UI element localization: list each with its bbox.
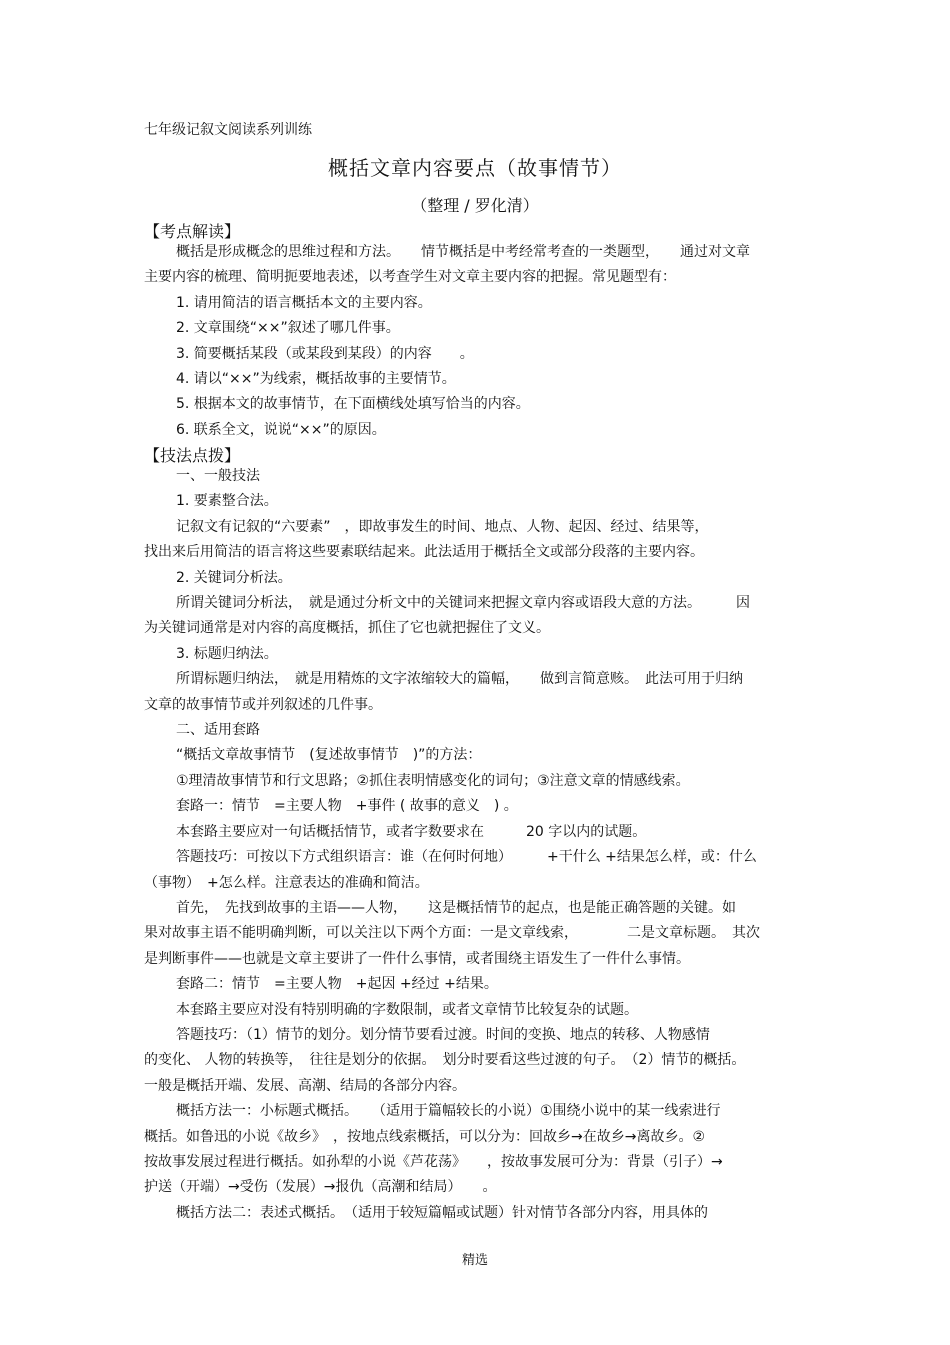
paragraph-line: 一、一般技法	[176, 468, 260, 484]
list-item: 3. 简要概括某段（或某段到某段）的内容 。	[176, 345, 474, 362]
list-item: 6. 联系全文，说说“××”的原因。	[176, 421, 386, 438]
paragraph-line: 首先， 先找到故事的主语——人物， 这是概括情节的起点，也是能正确答题的关键。如	[176, 899, 736, 916]
paragraph-line: ①理清故事情节和行文思路；②抓住表明情感变化的词句；③注意文章的情感线索。	[176, 772, 690, 789]
paragraph-line: 的变化、 人物的转换等， 往往是划分的依据。 划分时要看这些过渡的句子。 （2）情节的概括。	[144, 1052, 746, 1069]
paragraph-line: 答题技巧：（1）情节的划分。划分情节要看过渡。时间的变换、地点的转移、人物感情	[176, 1026, 710, 1043]
paragraph-line: 找出来后用简洁的语言将这些要素联结起来。此法适用于概括全文或部分段落的主要内容。	[144, 544, 704, 561]
section-heading-jifa: 【技法点拨】	[144, 446, 241, 465]
list-item: 4. 请以“××”为线索，概括故事的主要情节。	[176, 371, 456, 388]
paragraph-line: 答题技巧：可按以下方式组织语言：谁（在何时何地） +干什么 +结果怎么样，或：什么	[176, 849, 757, 866]
paragraph-line: 套路一：情节 =主要人物 +事件 ( 故事的意义 ) 。	[176, 798, 518, 815]
section-body-kaodian	[144, 240, 806, 443]
paragraph-line: 概括。如鲁迅的小说《故乡》 ，按地点线索概括，可以分为：回故乡→在故乡→离故乡。②	[144, 1128, 706, 1145]
series-label: 七年级记叙文阅读系列训练	[144, 122, 312, 138]
paragraph-line: 按故事发展过程进行概括。如孙犁的小说《芦花荡》 ，按故事发展可分为：背景（引子）→	[144, 1153, 723, 1170]
paragraph-line: 一般是概括开端、发展、高潮、结局的各部分内容。	[144, 1077, 466, 1094]
section-heading-kaodian: 【考点解读】	[144, 222, 241, 241]
paragraph-line: 概括方法一：小标题式概括。 （适用于篇幅较长的小说）①围绕小说中的某一线索进行	[176, 1103, 721, 1120]
page-footer: 精选	[461, 1253, 488, 1268]
paragraph-line: 主要内容的梳理、简明扼要地表述，以考查学生对文章主要内容的把握。常见题型有：	[144, 269, 676, 286]
page-title: 概括文章内容要点（故事情节）	[328, 156, 622, 180]
paragraph-line: “概括文章故事情节 (复述故事情节 )”的方法：	[176, 747, 482, 764]
paragraph-line: 果对故事主语不能明确判断，可以关注以下两个方面：一是文章线索， 二是文章标题。 其次	[144, 925, 760, 942]
list-item: 5. 根据本文的故事情节，在下面横线处填写恰当的内容。	[176, 396, 530, 413]
paragraph-line: 所谓标题归纳法， 就是用精炼的文字浓缩较大的篇幅， 做到言简意赅。 此法可用于归纳	[176, 671, 743, 688]
paragraph-line: 二、适用套路	[176, 722, 260, 739]
list-item: 1. 请用简洁的语言概括本文的主要内容。	[176, 294, 432, 311]
paragraph-line: 为关键词通常是对内容的高度概括，抓住了它也就把握住了文义。	[144, 620, 550, 637]
paragraph-line: 文章的故事情节或并列叙述的几件事。	[144, 696, 382, 713]
paragraph-line: 记叙文有记叙的“六要素” ，即故事发生的时间、地点、人物、起因、经过、结果等，	[176, 518, 709, 535]
paragraph-line: 1. 要素整合法。	[176, 493, 278, 510]
page-subtitle: （整理 / 罗化清）	[411, 196, 539, 215]
paragraph-line: 2. 关键词分析法。	[176, 569, 292, 586]
paragraph-line: 本套路主要应对一句话概括情节，或者字数要求在 20 字以内的试题。	[176, 823, 647, 840]
paragraph-line: 3. 标题归纳法。	[176, 645, 278, 662]
paragraph-line: 是判断事件——也就是文章主要讲了一件什么事情，或者围绕主语发生了一件什么事情。	[144, 950, 690, 967]
paragraph-line: 所谓关键词分析法， 就是通过分析文中的关键词来把握文章内容或语段大意的方法。 因	[176, 595, 750, 612]
paragraph-line: 护送（开端）→受伤（发展）→报仇（高潮和结局） 。	[144, 1179, 497, 1196]
list-item: 2. 文章围绕“××”叙述了哪几件事。	[176, 320, 400, 337]
paragraph-line: 概括方法二：表述式概括。 （适用于较短篇幅或试题）针对情节各部分内容，用具体的	[176, 1204, 708, 1221]
paragraph-line: （事物） +怎么样。注意表达的准确和简洁。	[144, 874, 429, 891]
paragraph-line: 本套路主要应对没有特别明确的字数限制，或者文章情节比较复杂的试题。	[176, 1001, 638, 1018]
paragraph-line: 概括是形成概念的思维过程和方法。 情节概括是中考经常考查的一类题型， 通过对文章	[176, 244, 750, 260]
paragraph-line: 套路二：情节 =主要人物 +起因 +经过 +结果。	[176, 976, 498, 993]
section-body-jifa	[144, 464, 806, 1226]
